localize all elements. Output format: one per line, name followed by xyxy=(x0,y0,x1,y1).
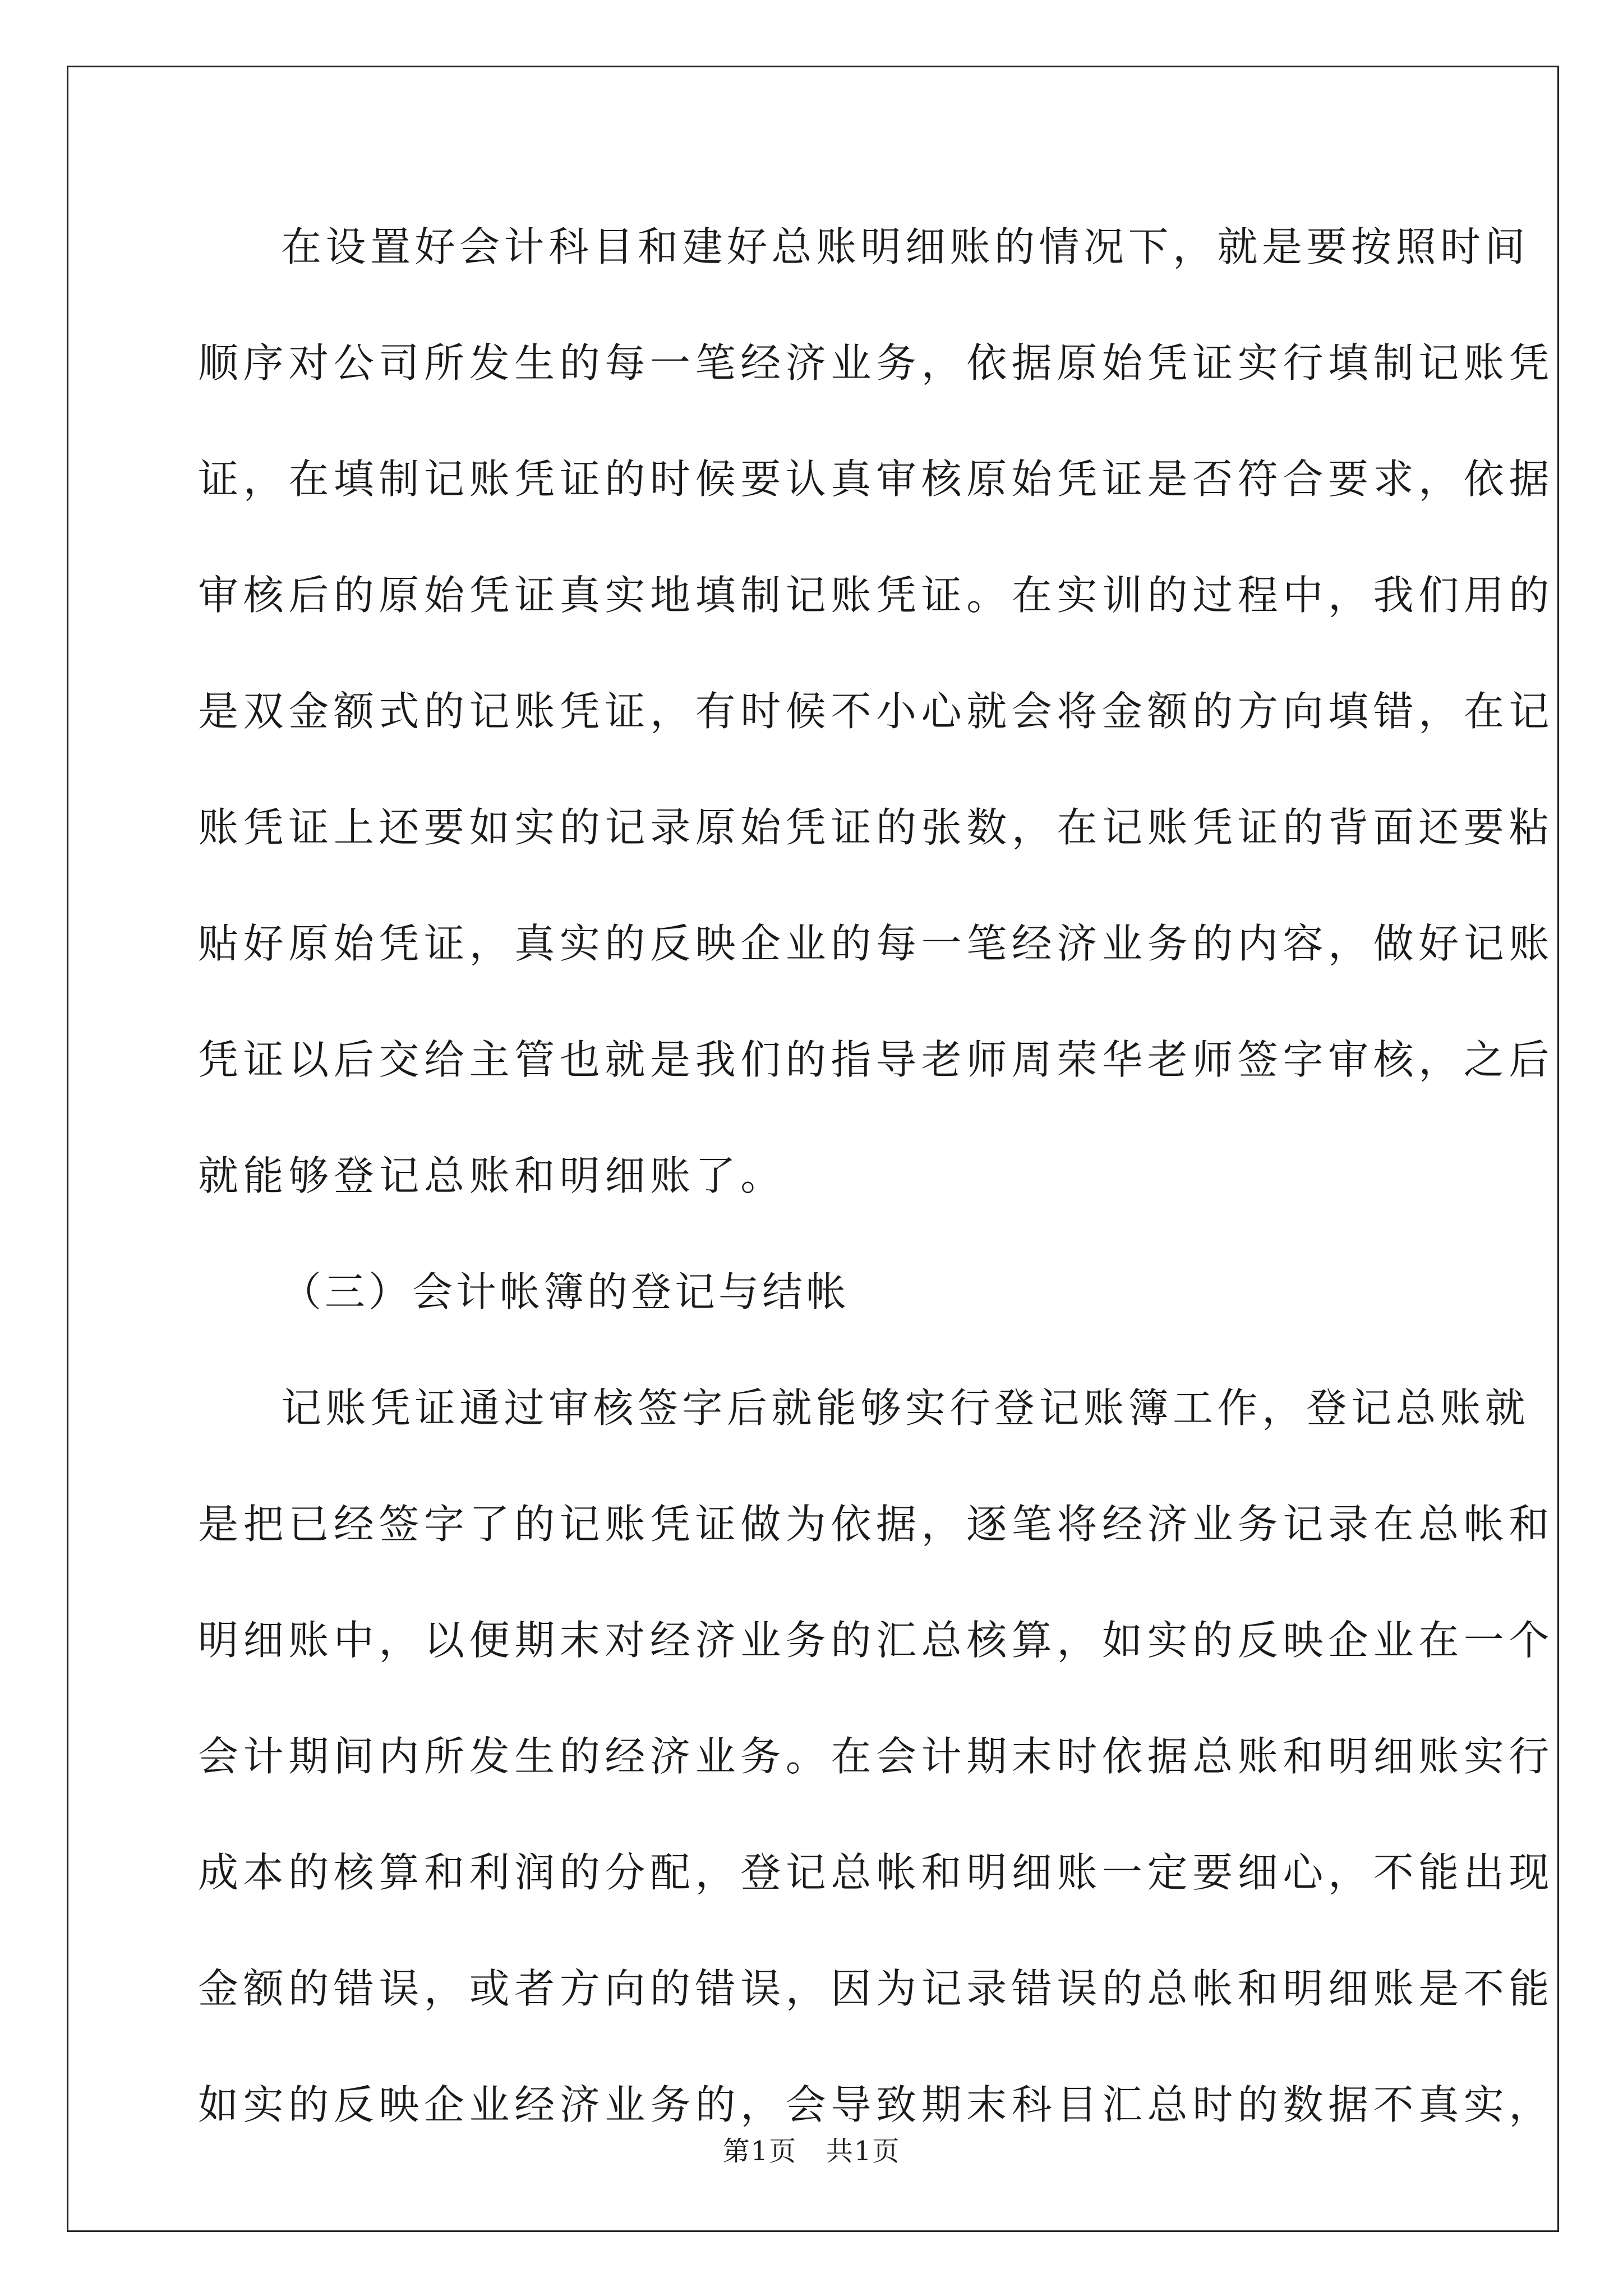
paragraph-line: 是把已经签字了的记账凭证做为依据，逐笔将经济业务记录在总帐和 xyxy=(198,1501,1555,1548)
paragraph-line: 记账凭证通过审核签字后就能够实行登记账簿工作，登记总账就 xyxy=(281,1384,1530,1432)
paragraph-line: 凭证以后交给主管也就是我们的指导老师周荣华老师签字审核，之后 xyxy=(198,1036,1555,1083)
section-heading: （三）会计帐簿的登记与结帐 xyxy=(281,1268,850,1315)
paragraph-line: 在设置好会计科目和建好总账明细账的情况下，就是要按照时间 xyxy=(281,223,1530,270)
paragraph-line: 明细账中，以便期末对经济业务的汇总核算，如实的反映企业在一个 xyxy=(198,1617,1555,1664)
page-footer: 第1页 共1页 xyxy=(722,2136,901,2167)
paragraph-line: 审核后的原始凭证真实地填制记账凭证。在实训的过程中，我们用的 xyxy=(198,572,1555,619)
paragraph-line: 成本的核算和利润的分配，登记总帐和明细账一定要细心，不能出现 xyxy=(198,1849,1555,1896)
paragraph-line: 账凭证上还要如实的记录原始凭证的张数，在记账凭证的背面还要粘 xyxy=(198,804,1555,851)
paragraph-line: 证，在填制记账凭证的时候要认真审核原始凭证是否符合要求，依据 xyxy=(198,455,1555,503)
paragraph-line: 贴好原始凭证，真实的反映企业的每一笔经济业务的内容，做好记账 xyxy=(198,920,1555,967)
paragraph-line: 如实的反映企业经济业务的，会导致期末科目汇总时的数据不真实， xyxy=(198,2081,1555,2128)
paragraph-line: 会计期间内所发生的经济业务。在会计期末时依据总账和明细账实行 xyxy=(198,1733,1555,1780)
paragraph-line: 金额的错误，或者方向的错误，因为记录错误的总帐和明细账是不能 xyxy=(198,1965,1555,2012)
paragraph-line: 就能够登记总账和明细账了。 xyxy=(198,1152,786,1199)
paragraph-line: 顺序对公司所发生的每一笔经济业务，依据原始凭证实行填制记账凭 xyxy=(198,339,1555,386)
paragraph-line: 是双金额式的记账凭证，有时候不小心就会将金额的方向填错，在记 xyxy=(198,688,1555,735)
